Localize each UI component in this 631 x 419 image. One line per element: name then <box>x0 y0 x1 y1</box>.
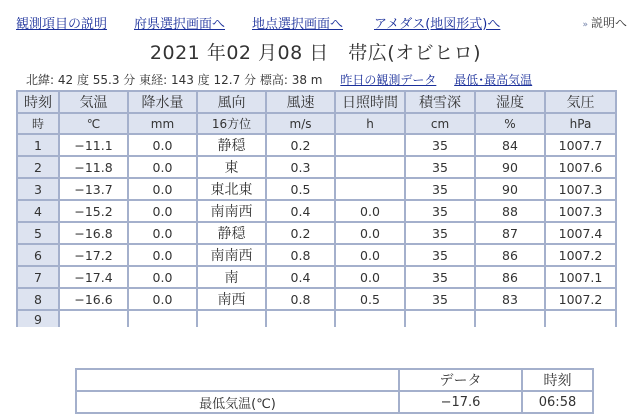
cell-sunshine: 0.0 <box>335 222 405 244</box>
unit-sunshine: h <box>335 113 405 134</box>
cell-temperature: −16.8 <box>59 222 128 244</box>
cell-wind-direction: 静穏 <box>197 222 266 244</box>
col-header-precipitation: 降水量 <box>128 91 197 113</box>
cell-temperature: −17.2 <box>59 244 128 266</box>
top-navigation <box>16 13 631 33</box>
cell-humidity: 88 <box>475 200 545 222</box>
cell-wind-direction: 南南西 <box>197 200 266 222</box>
cell-precipitation: 0.0 <box>128 200 197 222</box>
cell-sunshine: 0.0 <box>335 266 405 288</box>
cell-wind-direction <box>197 310 266 327</box>
cell-snow-depth: 35 <box>405 266 475 288</box>
cell-precipitation: 0.0 <box>128 266 197 288</box>
summary-value: −17.6 <box>399 391 522 413</box>
col-header-snow-depth: 積雪深 <box>405 91 475 113</box>
cell-pressure: 1007.6 <box>545 156 616 178</box>
cell-humidity: 86 <box>475 266 545 288</box>
cell-wind-direction: 南 <box>197 266 266 288</box>
cell-snow-depth <box>405 310 475 327</box>
cell-wind-speed: 0.2 <box>266 134 335 156</box>
cell-temperature: −13.7 <box>59 178 128 200</box>
cell-pressure: 1007.2 <box>545 288 616 310</box>
cell-snow-depth: 35 <box>405 156 475 178</box>
cell-humidity: 87 <box>475 222 545 244</box>
cell-humidity: 86 <box>475 244 545 266</box>
link-min-max-temp[interactable]: 最低･最高気温 <box>454 73 533 87</box>
unit-snow-depth: cm <box>405 113 475 134</box>
col-header-wind-speed: 風速 <box>266 91 335 113</box>
cell-wind-direction: 南西 <box>197 288 266 310</box>
cell-humidity <box>475 310 545 327</box>
cell-sunshine <box>335 156 405 178</box>
unit-precipitation: mm <box>128 113 197 134</box>
chevron-right-icon: » <box>582 20 588 30</box>
station-info <box>26 71 631 88</box>
cell-wind-direction: 東 <box>197 156 266 178</box>
cell-snow-depth: 35 <box>405 222 475 244</box>
cell-sunshine: 0.5 <box>335 288 405 310</box>
cell-snow-depth: 35 <box>405 200 475 222</box>
unit-humidity: % <box>475 113 545 134</box>
cell-temperature: −16.6 <box>59 288 128 310</box>
cell-temperature <box>59 310 128 327</box>
table-row <box>17 244 616 266</box>
link-prefecture-select[interactable]: 府県選択画面へ <box>134 17 226 32</box>
cell-pressure: 1007.3 <box>545 178 616 200</box>
unit-time: 時 <box>17 113 59 134</box>
cell-humidity: 84 <box>475 134 545 156</box>
summary-label: 最低気温(℃) <box>76 391 399 413</box>
cell-precipitation: 0.0 <box>128 222 197 244</box>
cell-humidity: 90 <box>475 156 545 178</box>
table-row <box>17 266 616 288</box>
observation-table <box>16 90 617 327</box>
cell-pressure: 1007.1 <box>545 266 616 288</box>
cell-temperature: −15.2 <box>59 200 128 222</box>
col-header-wind-direction: 風向 <box>197 91 266 113</box>
cell-snow-depth: 35 <box>405 134 475 156</box>
cell-wind-speed: 0.3 <box>266 156 335 178</box>
cell-precipitation: 0.0 <box>128 178 197 200</box>
link-yesterday-data[interactable]: 昨日の観測データ <box>340 73 437 87</box>
min-temp-summary-table <box>75 368 594 414</box>
summary-time: 06:58 <box>522 391 593 413</box>
cell-wind-direction: 東北東 <box>197 178 266 200</box>
table-row <box>17 200 616 222</box>
cell-hour: 5 <box>17 222 59 244</box>
cell-precipitation <box>128 310 197 327</box>
cell-wind-speed: 0.8 <box>266 288 335 310</box>
link-station-select[interactable]: 地点選択画面へ <box>252 17 344 32</box>
cell-sunshine <box>335 178 405 200</box>
cell-hour: 2 <box>17 156 59 178</box>
cell-pressure: 1007.4 <box>545 222 616 244</box>
cell-sunshine: 0.0 <box>335 244 405 266</box>
link-observation-items-help[interactable]: 観測項目の説明 <box>16 17 108 32</box>
cell-hour: 1 <box>17 134 59 156</box>
cell-precipitation: 0.0 <box>128 156 197 178</box>
unit-row <box>17 113 616 134</box>
cell-snow-depth: 35 <box>405 244 475 266</box>
col-header-pressure: 気圧 <box>545 91 616 113</box>
cell-wind-speed: 0.4 <box>266 266 335 288</box>
col-header-temperature: 気温 <box>59 91 128 113</box>
cell-precipitation: 0.0 <box>128 288 197 310</box>
cell-sunshine: 0.0 <box>335 200 405 222</box>
unit-temperature: ℃ <box>59 113 128 134</box>
cell-wind-speed: 0.5 <box>266 178 335 200</box>
col-header-time: 時刻 <box>17 91 59 113</box>
table-row <box>17 310 616 327</box>
table-row <box>17 288 616 310</box>
cell-hour: 3 <box>17 178 59 200</box>
cell-wind-speed: 0.2 <box>266 222 335 244</box>
header-row <box>17 91 616 113</box>
cell-wind-speed <box>266 310 335 327</box>
cell-hour: 9 <box>17 310 59 327</box>
cell-wind-direction: 南南西 <box>197 244 266 266</box>
cell-pressure: 1007.3 <box>545 200 616 222</box>
help-label[interactable]: 説明へ <box>590 16 627 30</box>
station-coordinates: 北緯: 42 度 55.3 分 東経: 143 度 12.7 分 標高: 38 m <box>26 73 323 87</box>
link-amedas-map[interactable]: アメダス(地図形式)へ <box>374 17 501 32</box>
table-row <box>17 156 616 178</box>
cell-wind-direction: 静穏 <box>197 134 266 156</box>
page-title: 2021 年02 月08 日 帯広(オビヒロ) <box>149 42 482 64</box>
cell-temperature: −11.8 <box>59 156 128 178</box>
cell-humidity: 90 <box>475 178 545 200</box>
cell-wind-speed: 0.8 <box>266 244 335 266</box>
cell-temperature: −17.4 <box>59 266 128 288</box>
cell-pressure: 1007.2 <box>545 244 616 266</box>
summary-header-row <box>76 369 593 391</box>
cell-snow-depth: 35 <box>405 178 475 200</box>
cell-snow-depth: 35 <box>405 288 475 310</box>
help-link[interactable] <box>582 14 627 31</box>
col-header-sunshine: 日照時間 <box>335 91 405 113</box>
cell-pressure: 1007.7 <box>545 134 616 156</box>
unit-wind-direction: 16方位 <box>197 113 266 134</box>
unit-pressure: hPa <box>545 113 616 134</box>
cell-precipitation: 0.0 <box>128 134 197 156</box>
cell-humidity: 83 <box>475 288 545 310</box>
summary-header-data: データ <box>399 369 522 391</box>
cell-hour: 7 <box>17 266 59 288</box>
cell-wind-speed: 0.4 <box>266 200 335 222</box>
table-row <box>17 222 616 244</box>
col-header-humidity: 湿度 <box>475 91 545 113</box>
cell-precipitation: 0.0 <box>128 244 197 266</box>
table-row <box>17 178 616 200</box>
summary-header-label <box>76 369 399 391</box>
summary-header-time: 時刻 <box>522 369 593 391</box>
cell-sunshine <box>335 310 405 327</box>
cell-hour: 4 <box>17 200 59 222</box>
summary-row <box>76 391 593 413</box>
cell-sunshine <box>335 134 405 156</box>
table-row <box>17 134 616 156</box>
cell-hour: 8 <box>17 288 59 310</box>
unit-wind-speed: m/s <box>266 113 335 134</box>
cell-hour: 6 <box>17 244 59 266</box>
cell-temperature: −11.1 <box>59 134 128 156</box>
cell-pressure <box>545 310 616 327</box>
